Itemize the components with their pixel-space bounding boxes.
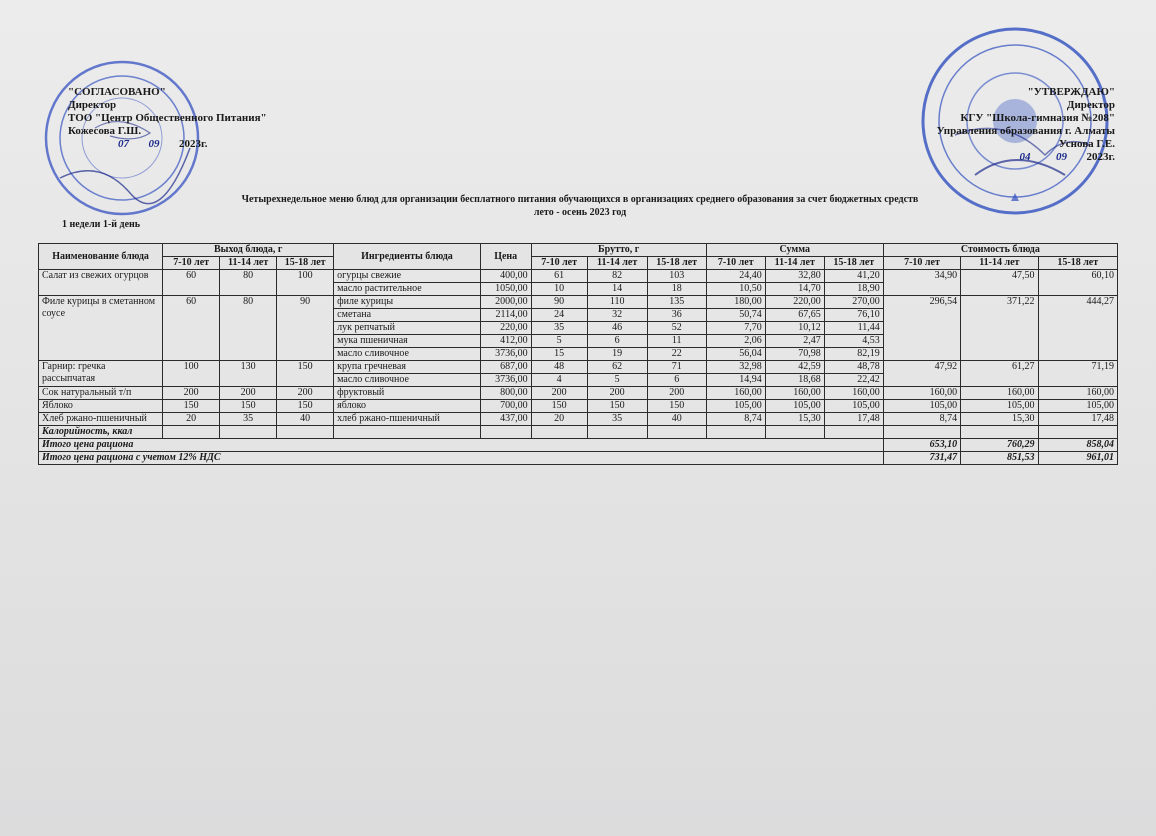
brutto-value: 52	[647, 322, 706, 335]
ingredient-name: сметана	[334, 309, 481, 322]
brutto-value: 10	[531, 283, 587, 296]
brutto-value: 11	[647, 335, 706, 348]
sum-value: 14,94	[706, 374, 765, 387]
total-label: Итого цена рациона	[39, 439, 884, 452]
dish-cost: 444,27	[1038, 296, 1117, 361]
brutto-value: 24	[531, 309, 587, 322]
sum-value: 2,06	[706, 335, 765, 348]
right-dept: Управления образования г. Алматы	[936, 125, 1115, 137]
dish-name: Гарнир: гречка рассыпчатая	[39, 361, 163, 387]
left-date-month: 09	[148, 138, 160, 150]
brutto-value: 5	[587, 374, 647, 387]
sum-value: 32,80	[765, 270, 824, 283]
sum-value: 17,48	[824, 413, 883, 426]
brutto-value: 18	[647, 283, 706, 296]
dish-cost: 160,00	[961, 387, 1038, 400]
header-age: 11-14 лет	[961, 257, 1038, 270]
total-value: 858,04	[1038, 439, 1117, 452]
sum-value: 2,47	[765, 335, 824, 348]
dish-output: 35	[220, 413, 277, 426]
sum-value: 15,30	[765, 413, 824, 426]
dish-output: 150	[163, 400, 220, 413]
brutto-value: 36	[647, 309, 706, 322]
sum-value: 160,00	[706, 387, 765, 400]
sum-value: 4,53	[824, 335, 883, 348]
header-brutto: Брутто, г	[531, 244, 706, 257]
sum-value: 10,50	[706, 283, 765, 296]
brutto-value: 48	[531, 361, 587, 374]
sum-value: 105,00	[706, 400, 765, 413]
right-org: КГУ "Школа-гимназия №208"	[960, 112, 1115, 124]
ingredient-price: 687,00	[480, 361, 531, 374]
brutto-value: 46	[587, 322, 647, 335]
total-vat-value: 731,47	[883, 452, 960, 465]
header-cost: Стоимость блюда	[883, 244, 1117, 257]
dish-cost: 105,00	[1038, 400, 1117, 413]
brutto-value: 35	[531, 322, 587, 335]
table-row	[39, 387, 1118, 400]
total-vat-row	[39, 452, 1118, 465]
table-row	[39, 361, 1118, 374]
left-company: ТОО "Центр Общественного Питания"	[68, 112, 267, 124]
header-price: Цена	[480, 244, 531, 270]
total-vat-label: Итого цена рациона с учетом 12% НДС	[39, 452, 884, 465]
left-approval-title: "СОГЛАСОВАНО"	[68, 86, 166, 98]
brutto-value: 61	[531, 270, 587, 283]
sum-value: 67,65	[765, 309, 824, 322]
dish-output: 150	[220, 400, 277, 413]
left-position: Директор	[68, 99, 117, 111]
brutto-value: 90	[531, 296, 587, 309]
header-age: 7-10 лет	[531, 257, 587, 270]
ingredient-price: 412,00	[480, 335, 531, 348]
header-age: 11-14 лет	[587, 257, 647, 270]
left-approval-block	[68, 86, 328, 151]
dish-name: Филе курицы в сметанном соусе	[39, 296, 163, 361]
right-date-day: 04	[1019, 151, 1031, 163]
brutto-value: 14	[587, 283, 647, 296]
dish-cost: 296,54	[883, 296, 960, 361]
calories-row	[39, 426, 1118, 439]
right-signer-name: Уснова Г.Е.	[1058, 138, 1115, 150]
menu-table-body	[39, 270, 1118, 426]
ingredient-name: хлеб ржано-пшеничный	[334, 413, 481, 426]
brutto-value: 22	[647, 348, 706, 361]
sum-value: 24,40	[706, 270, 765, 283]
header-sum: Сумма	[706, 244, 883, 257]
brutto-value: 19	[587, 348, 647, 361]
sum-value: 8,74	[706, 413, 765, 426]
dish-cost: 160,00	[883, 387, 960, 400]
total-row	[39, 439, 1118, 452]
header-age: 15-18 лет	[1038, 257, 1117, 270]
ingredient-price: 2114,00	[480, 309, 531, 322]
ingredient-name: крупа гречневая	[334, 361, 481, 374]
table-row	[39, 270, 1118, 283]
sum-value: 160,00	[824, 387, 883, 400]
left-date-day: 07	[118, 138, 129, 150]
dish-output: 100	[163, 361, 220, 387]
ingredient-price: 800,00	[480, 387, 531, 400]
dish-output: 40	[277, 413, 334, 426]
sum-value: 18,68	[765, 374, 824, 387]
brutto-value: 110	[587, 296, 647, 309]
sum-value: 180,00	[706, 296, 765, 309]
sum-value: 10,12	[765, 322, 824, 335]
dish-output: 130	[220, 361, 277, 387]
sum-value: 105,00	[824, 400, 883, 413]
right-date-year: 2023г.	[1086, 151, 1115, 163]
sum-value: 48,78	[824, 361, 883, 374]
dish-output: 200	[163, 387, 220, 400]
dish-output: 60	[163, 270, 220, 296]
brutto-value: 32	[587, 309, 647, 322]
dish-output: 200	[277, 387, 334, 400]
sum-value: 82,19	[824, 348, 883, 361]
ingredient-price: 437,00	[480, 413, 531, 426]
sum-value: 22,42	[824, 374, 883, 387]
dish-cost: 71,19	[1038, 361, 1117, 387]
dish-output: 80	[220, 296, 277, 361]
total-value: 653,10	[883, 439, 960, 452]
ingredient-name: фруктовый	[334, 387, 481, 400]
week-label: 1 недели 1-й день	[62, 219, 141, 230]
sum-value: 220,00	[765, 296, 824, 309]
sum-value: 56,04	[706, 348, 765, 361]
right-approval-block	[905, 86, 1115, 164]
right-date-month: 09	[1055, 151, 1067, 163]
total-vat-value: 961,01	[1038, 452, 1117, 465]
brutto-value: 71	[647, 361, 706, 374]
ingredient-name: масло растительное	[334, 283, 481, 296]
header-age: 11-14 лет	[220, 257, 277, 270]
brutto-value: 200	[531, 387, 587, 400]
total-vat-value: 851,53	[961, 452, 1038, 465]
brutto-value: 200	[587, 387, 647, 400]
header-age: 11-14 лет	[765, 257, 824, 270]
ingredient-name: мука пшеничная	[334, 335, 481, 348]
brutto-value: 150	[531, 400, 587, 413]
dish-cost: 105,00	[961, 400, 1038, 413]
dish-name: Хлеб ржано-пшеничный	[39, 413, 163, 426]
header-age: 7-10 лет	[163, 257, 220, 270]
dish-name: Сок натуральный т/п	[39, 387, 163, 400]
brutto-value: 62	[587, 361, 647, 374]
document-title	[180, 193, 980, 219]
table-row	[39, 413, 1118, 426]
brutto-value: 5	[531, 335, 587, 348]
left-date	[68, 138, 328, 151]
dish-cost: 34,90	[883, 270, 960, 296]
dish-name: Салат из свежих огурцов	[39, 270, 163, 296]
brutto-value: 40	[647, 413, 706, 426]
menu-table	[38, 243, 1118, 465]
sum-value: 7,70	[706, 322, 765, 335]
calories-label: Калорийность, ккал	[39, 426, 163, 439]
sum-value: 42,59	[765, 361, 824, 374]
header-ingredients: Ингредиенты блюда	[334, 244, 481, 270]
ingredient-price: 700,00	[480, 400, 531, 413]
header-age: 7-10 лет	[883, 257, 960, 270]
ingredient-price: 3736,00	[480, 374, 531, 387]
ingredient-price: 2000,00	[480, 296, 531, 309]
header-output: Выход блюда, г	[163, 244, 334, 257]
dish-output: 20	[163, 413, 220, 426]
ingredient-price: 220,00	[480, 322, 531, 335]
sum-value: 32,98	[706, 361, 765, 374]
title-line-2: лето - осень 2023 год	[533, 207, 627, 218]
total-value: 760,29	[961, 439, 1038, 452]
left-signer-name: Кожесова Г.Ш.	[68, 125, 142, 137]
sum-value: 11,44	[824, 322, 883, 335]
brutto-value: 6	[587, 335, 647, 348]
dish-cost: 8,74	[883, 413, 960, 426]
ingredient-name: филе курицы	[334, 296, 481, 309]
ingredient-name: огурцы свежие	[334, 270, 481, 283]
header-age: 15-18 лет	[277, 257, 334, 270]
brutto-value: 20	[531, 413, 587, 426]
header-age: 7-10 лет	[706, 257, 765, 270]
brutto-value: 103	[647, 270, 706, 283]
ingredient-price: 3736,00	[480, 348, 531, 361]
sum-value: 14,70	[765, 283, 824, 296]
dish-output: 200	[220, 387, 277, 400]
right-date	[905, 151, 1115, 164]
header-age: 15-18 лет	[647, 257, 706, 270]
dish-cost: 61,27	[961, 361, 1038, 387]
dish-cost: 371,22	[961, 296, 1038, 361]
ingredient-name: лук репчатый	[334, 322, 481, 335]
left-date-year: 2023г.	[179, 138, 208, 150]
sum-value: 270,00	[824, 296, 883, 309]
brutto-value: 35	[587, 413, 647, 426]
ingredient-name: масло сливочное	[334, 374, 481, 387]
header-dish: Наименование блюда	[39, 244, 163, 270]
dish-output: 90	[277, 296, 334, 361]
brutto-value: 6	[647, 374, 706, 387]
right-approval-title: "УТВЕРЖДАЮ"	[1027, 86, 1115, 98]
dish-name: Яблоко	[39, 400, 163, 413]
dish-output: 150	[277, 361, 334, 387]
ingredient-name: масло сливочное	[334, 348, 481, 361]
brutto-value: 82	[587, 270, 647, 283]
table-row	[39, 296, 1118, 309]
title-line-1: Четырехнедельное меню блюд для организации бесплатного питания обучающихся в организациях среднего образования за счет бюджетных средств	[241, 194, 919, 205]
ingredient-price: 400,00	[480, 270, 531, 283]
brutto-value: 200	[647, 387, 706, 400]
dish-cost: 15,30	[961, 413, 1038, 426]
table-row	[39, 400, 1118, 413]
sum-value: 76,10	[824, 309, 883, 322]
dish-cost: 105,00	[883, 400, 960, 413]
brutto-value: 4	[531, 374, 587, 387]
brutto-value: 135	[647, 296, 706, 309]
dish-output: 80	[220, 270, 277, 296]
dish-cost: 60,10	[1038, 270, 1117, 296]
brutto-value: 150	[587, 400, 647, 413]
dish-cost: 47,92	[883, 361, 960, 387]
dish-cost: 47,50	[961, 270, 1038, 296]
brutto-value: 150	[647, 400, 706, 413]
sum-value: 18,90	[824, 283, 883, 296]
dish-output: 150	[277, 400, 334, 413]
ingredient-name: яблоко	[334, 400, 481, 413]
dish-output: 100	[277, 270, 334, 296]
brutto-value: 15	[531, 348, 587, 361]
dish-cost: 17,48	[1038, 413, 1117, 426]
dish-output: 60	[163, 296, 220, 361]
sum-value: 160,00	[765, 387, 824, 400]
header-age: 15-18 лет	[824, 257, 883, 270]
sum-value: 50,74	[706, 309, 765, 322]
right-position: Директор	[1066, 99, 1115, 111]
sum-value: 41,20	[824, 270, 883, 283]
dish-cost: 160,00	[1038, 387, 1117, 400]
sum-value: 105,00	[765, 400, 824, 413]
sum-value: 70,98	[765, 348, 824, 361]
ingredient-price: 1050,00	[480, 283, 531, 296]
